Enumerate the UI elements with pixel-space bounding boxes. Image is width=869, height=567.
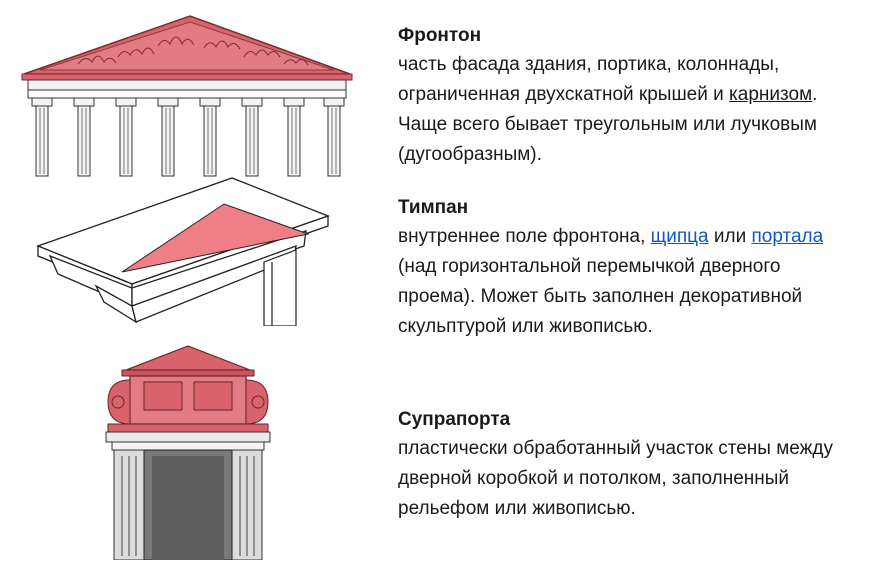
supraporte-illustration xyxy=(104,344,272,560)
description-text: (над горизонтальной перемычкой дверного проема). Может быть заполнен декоративной скульптурой или живописью. xyxy=(398,256,803,337)
gable-link[interactable]: щипца xyxy=(650,226,709,247)
definition-tympanum xyxy=(398,194,858,342)
definition-supraporte xyxy=(398,406,858,524)
description-text: часть фасада здания, портика, колоннады, ограниченная двухскатной крышей и xyxy=(398,54,780,105)
cornice-link[interactable]: карнизом xyxy=(729,84,813,105)
portal-link[interactable]: портала xyxy=(751,226,824,247)
description-text: внутреннее поле фронтона, xyxy=(398,226,651,247)
term-title: Супрапорта xyxy=(398,409,511,430)
term-description xyxy=(398,434,858,524)
term-title: Тимпан xyxy=(398,197,469,218)
definition-pediment xyxy=(398,22,858,170)
tympanum-illustration xyxy=(36,176,336,326)
description-text: . Чаще всего бывает треугольным или лучковым (дугообразным). xyxy=(398,84,818,165)
term-description xyxy=(398,50,858,170)
description-text: пластически обработанный участок стены между дверной коробкой и потолком, заполненный рельефом или живописью. xyxy=(398,438,833,519)
term-title: Фронтон xyxy=(398,25,482,46)
pediment-illustration xyxy=(18,12,353,177)
term-description xyxy=(398,222,858,342)
description-text: или xyxy=(708,226,752,247)
